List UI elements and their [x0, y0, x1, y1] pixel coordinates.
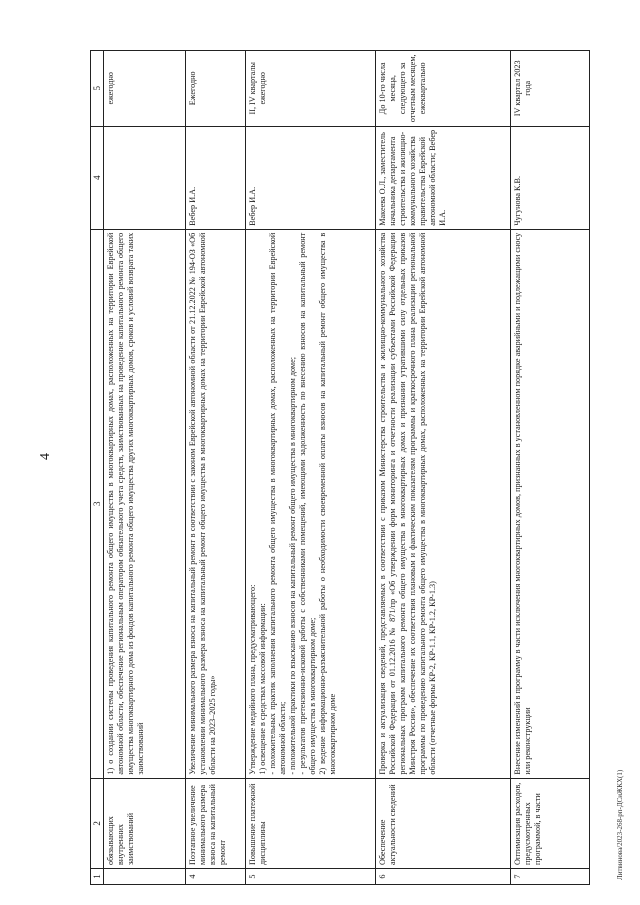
action-plan-table [90, 50, 590, 885]
responsible-cell [104, 126, 186, 229]
responsible-cell: Макеева О.Л., заместитель начальника департамента строительства и жилищно-коммунального хозяйства правительства Еврейской автономной области; Вебер И.А. [376, 126, 511, 229]
row-number: 4 [186, 869, 246, 885]
table-header-row [91, 51, 104, 885]
measure-text: 1) о создании системы проведения капитального ремонта общего имущества в многоквартирных домах, расположенных на территории Еврейской автономной области, обеспечение региональным оператором обязательного учета средств, заимствованных на проведение капитального ремонта общего имущества многоквартирного дома из фондов капитального ремонта общего имущества других многоквартирных домов, сроков и условий возврата таких заимствований [106, 232, 145, 775]
measure-text: 2) ведение информационно-разъяснительной работы о необходимости своевременной оплаты взносов на капитальный ремонт общего имущества в многоквартирном доме [318, 232, 337, 775]
row-number: 5 [246, 869, 376, 885]
measures-cell [246, 229, 376, 778]
header-col-1: 1 [91, 869, 104, 885]
measure-text: - результатов претензионно-исковой работы с собственниками помещений, имеющими задолженность по внесению взносов на капитальный ремонт общего имущества в многоквартирном доме; [298, 232, 317, 775]
deadline-cell: IV квартал 2023 года [511, 51, 590, 127]
measure-text: 1) освещение в средствах массовой информации: [258, 603, 267, 775]
row-number: 6 [376, 869, 511, 885]
measure-text: Внесение изменений в программу в части исключения многоквартирных домов, признанных в установленном порядке аварийными и подлежащими сносу или реконструкции [513, 232, 532, 775]
document-footer-code: Литвинова/2023-268-рп-ДСиЖКХ(1) [616, 769, 624, 880]
measures-cell [186, 229, 246, 778]
deadline-cell: Ежегодно [186, 51, 246, 127]
measure-text: Проверка и актуализация сведений, представляемых в соответствии с приказом Министерства строительства и жилищно-коммунального хозяйства Российской Федерации от 01.12.2016 № 871/пр «Об утверждении форм мониторинга и отчетности реализации субъектами Российской Федерации региональных программ капитального ремонта общего имущества в многоквартирных домах и признании утратившими силу отдельных приказов Минстроя России», обеспечение их соответствия плановым и фактическим показателям программы и краткосрочного плана реализации региональной программы по проведению капитального ремонта общего имущества в многоквартирных домах, расположенных на территории Еврейской автономной области (отчетные формы КР-2, КР-1.1, КР-1.2, КР-1.3) [378, 232, 437, 775]
deadline-cell: До 10-го числа месяца, следующего за отчетным месяцем, ежеквартально [376, 51, 511, 127]
measures-cell [376, 229, 511, 778]
rotated-table-container [90, 50, 588, 885]
row-number: 7 [511, 869, 590, 885]
responsible-cell: Вебер И.А. [186, 126, 246, 229]
task-cell: Повышение платежной дисциплины [246, 778, 376, 868]
responsible-cell: Вебер И.А. [246, 126, 376, 229]
header-col-5: 5 [91, 51, 104, 127]
measure-text: - положительных практик заполнения капитального ремонта общего имущества в многоквартирных домах, расположенных на территории Еврейской автономной области; [268, 232, 287, 775]
task-cell: Оптимизация расходов, предусмотренных программой, в части [511, 778, 590, 868]
measures-cell [511, 229, 590, 778]
task-cell: Обеспечение актуальности сведений [376, 778, 511, 868]
page-number: 4 [38, 453, 53, 460]
table-row [511, 51, 590, 885]
table-row [246, 51, 376, 885]
header-col-4: 4 [91, 126, 104, 229]
row-number [104, 869, 186, 885]
table-row [104, 51, 186, 885]
responsible-cell: Чугунова К.В. [511, 126, 590, 229]
task-cell: обязывающих внутренних заимствований [104, 778, 186, 868]
table-row [376, 51, 511, 885]
task-cell: Поэтапное увеличение минимального размера взноса на капитальный ремонт [186, 778, 246, 868]
deadline-cell: ежегодно [104, 51, 186, 127]
header-col-2: 2 [91, 778, 104, 868]
header-col-3: 3 [91, 229, 104, 778]
deadline-cell: II, IV кварталы ежегодно [246, 51, 376, 127]
table-row [186, 51, 246, 885]
measure-text: Утверждение медийного плана, предусматривающего: [248, 584, 257, 775]
measures-cell [104, 229, 186, 778]
measure-text: - положительной практики по взысканию взносов на капитальный ремонт общего имущества в многоквартирном доме; [288, 356, 297, 775]
measure-text: Увеличение минимального размера взноса на капитальный ремонт в соответствии с законом Еврейской автономной области от 21.12.2022 № 194-ОЗ «Об установлении минимального размера взноса на капитальный ремонт общего имущества в многоквартирных домах на территории Еврейской автономной области на 2023–2025 годы» [188, 232, 217, 775]
